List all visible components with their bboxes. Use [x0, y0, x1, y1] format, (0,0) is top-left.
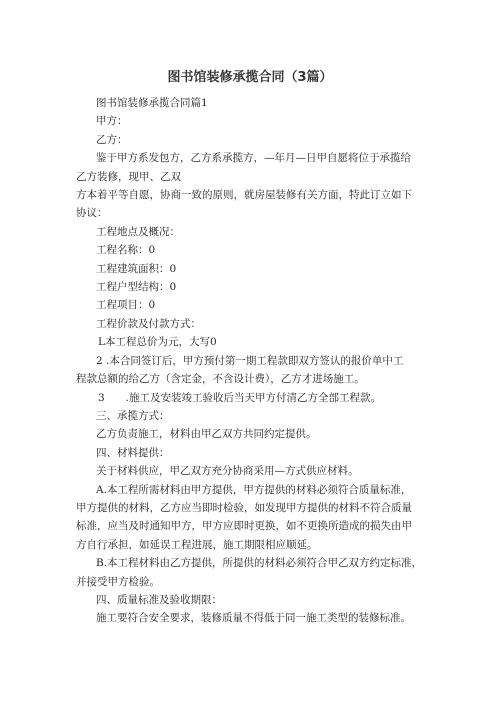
paragraph-line: A.本工程所需材料由甲方提供，甲方提供的材料必须符合质量标准，	[96, 483, 412, 496]
paragraph-line: B.本工程材料由乙方提供，所提供的材料必须符合甲乙双方约定标准，	[96, 557, 423, 570]
subheading: 四、材料提供：	[96, 446, 170, 459]
paragraph-line: L本工程总价为元，大写0	[98, 336, 217, 349]
paragraph-line: 并接受甲方检验。	[76, 575, 160, 588]
subheading: 工程价款及付款方式：	[96, 317, 201, 330]
paragraph-line: 甲方提供的材料，乙方应当即时检验，如发现甲方提供的材料不符合质量	[76, 501, 412, 514]
paragraph-line: 关于材料供应，甲乙双方充分协商采用—方式供应材料。	[96, 465, 359, 478]
document-body	[76, 94, 431, 628]
document-title: 图书馆装修承揽合同（3篇）	[167, 70, 333, 85]
paragraph-line: 方本着平等自愿，协商一致的原则，就房屋装修有关方面，特此订立如下	[76, 189, 412, 202]
paragraph-line: 鉴于甲方系发包方，乙方系承揽方，—年月—日甲自愿将位于承揽给	[96, 152, 411, 165]
section-heading: 图书馆装修承揽合同篇1	[96, 97, 208, 109]
paragraph-line: 方自行承担，如延误工程进展，施工期限相应顺延。	[76, 538, 318, 551]
paragraph-line: 工程名称：0	[96, 244, 156, 257]
subheading: 工程地点及概况：	[96, 225, 180, 238]
paragraph-line: 施工要符合安全要求，装修质量不得低于同一施工类型的装修标准。	[96, 612, 411, 625]
subheading: 三、承揽方式：	[96, 409, 170, 422]
paragraph-line: 乙方装修，现甲、乙双	[76, 170, 181, 183]
paragraph-line: 乙方负责施工，材料由甲乙双方共同约定提供。	[96, 428, 317, 441]
party-a-line: 甲方：	[96, 115, 128, 128]
paragraph-line: 程款总额的给乙方（含定金，不含设计费），乙方才进场施工。	[76, 373, 365, 386]
paragraph-line: 2 .本合同签订后，甲方预付第一期工程款即双方签认的报价单中工	[96, 354, 404, 367]
subheading: 四、质量标准及验收期限：	[96, 593, 222, 606]
paragraph-line: 3 .施工及安装竣工验收后当天甲方付清乙方全部工程款。	[98, 391, 382, 404]
paragraph-line: 工程建筑面积：0	[96, 262, 177, 275]
party-b-line: 乙方：	[96, 133, 128, 146]
paragraph-line: 工程户型结构：0	[96, 281, 177, 294]
paragraph-line: 标准，应当及时通知甲方，甲方应即时更换，如不更换所造成的损失由甲	[76, 520, 412, 533]
paragraph-line: 工程项目：0	[96, 299, 156, 312]
paragraph-line: 协议：	[76, 207, 108, 220]
